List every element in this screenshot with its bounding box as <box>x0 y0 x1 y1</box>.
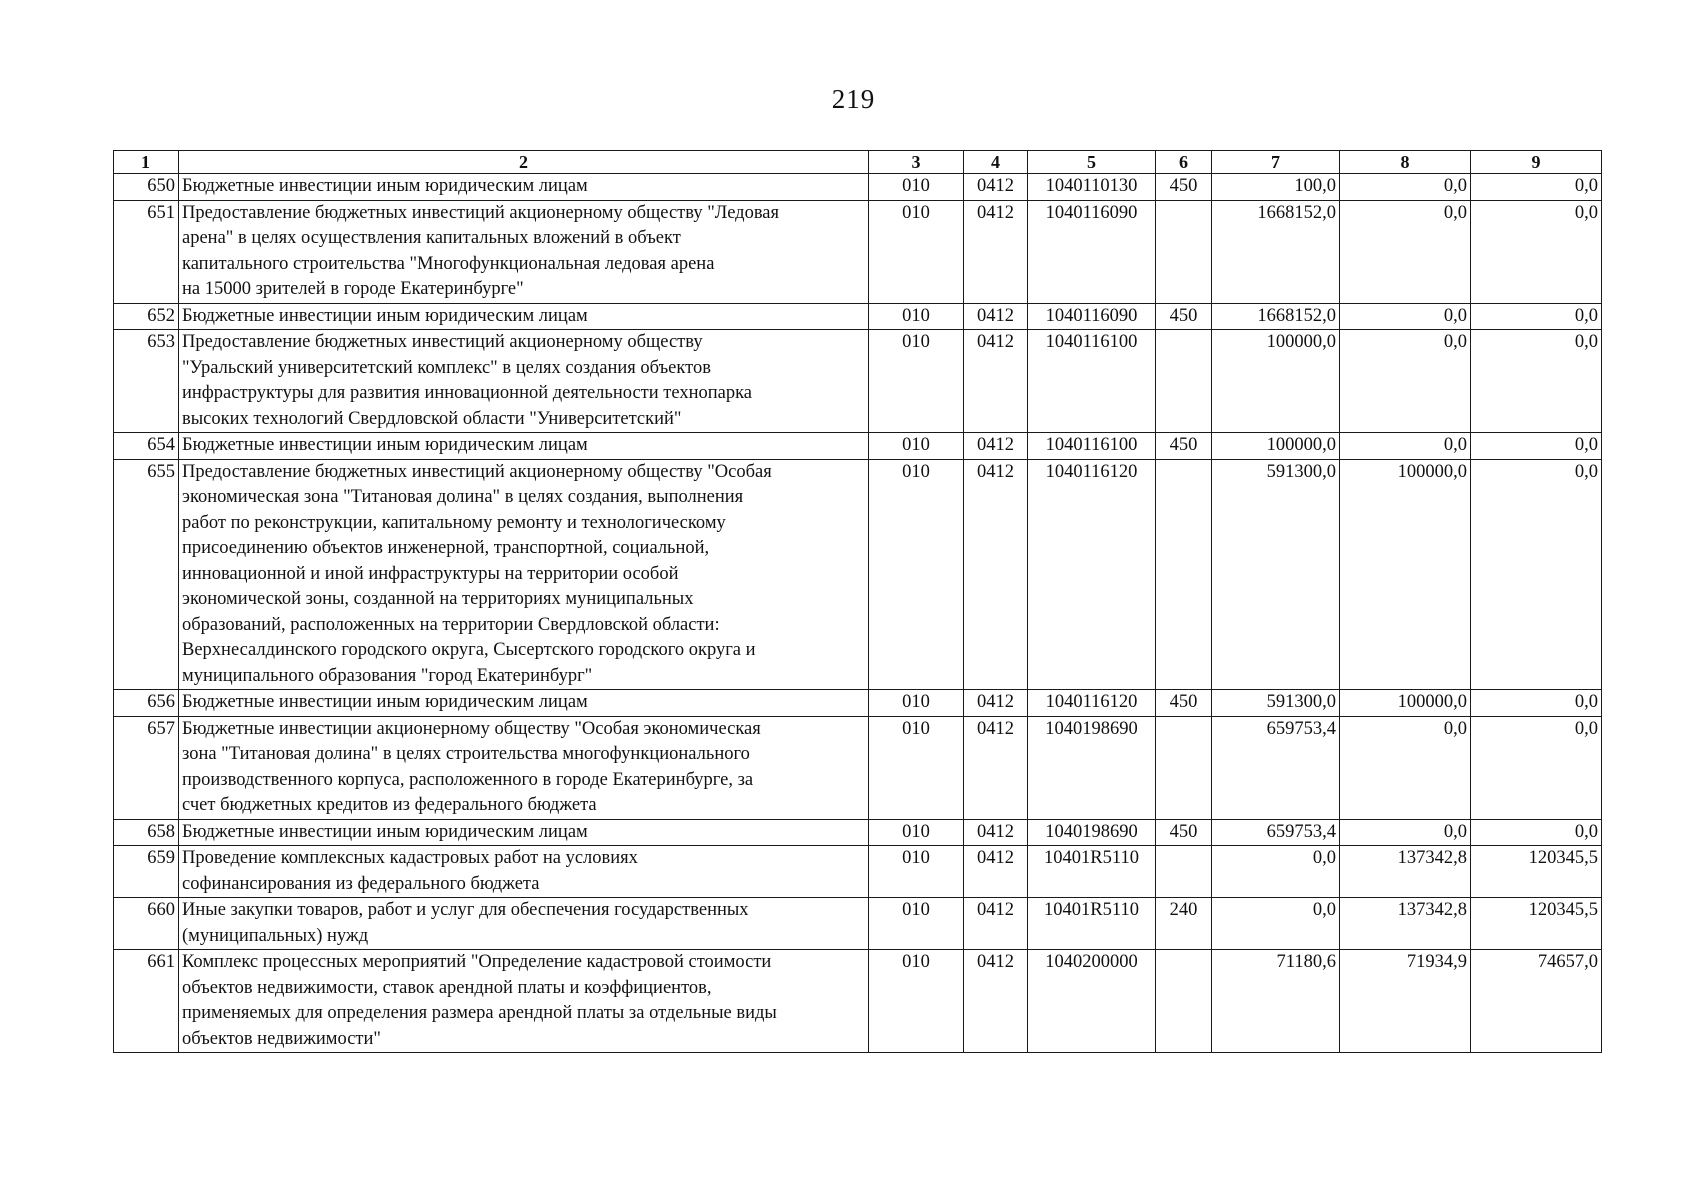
header-cell: 2 <box>179 151 869 174</box>
row-code-3: 010 <box>869 303 964 330</box>
row-number: 659 <box>114 846 179 898</box>
row-number: 651 <box>114 200 179 303</box>
row-description: Бюджетные инвестиции иным юридическим лицам <box>179 433 869 460</box>
row-number: 652 <box>114 303 179 330</box>
row-code-4: 0412 <box>964 174 1028 201</box>
row-number: 660 <box>114 898 179 950</box>
row-amount-8: 0,0 <box>1340 819 1471 846</box>
row-amount-7: 0,0 <box>1212 898 1340 950</box>
row-amount-7: 1668152,0 <box>1212 200 1340 303</box>
row-amount-8: 0,0 <box>1340 303 1471 330</box>
row-amount-8: 137342,8 <box>1340 898 1471 950</box>
row-code-5: 10401R5110 <box>1028 898 1156 950</box>
row-amount-8: 71934,9 <box>1340 950 1471 1053</box>
table-row <box>114 174 1602 201</box>
row-code-5: 1040116090 <box>1028 303 1156 330</box>
row-amount-9: 0,0 <box>1471 174 1602 201</box>
row-number: 656 <box>114 690 179 717</box>
row-amount-8: 0,0 <box>1340 200 1471 303</box>
row-code-6: 450 <box>1156 819 1212 846</box>
row-code-6 <box>1156 459 1212 690</box>
row-code-5: 1040198690 <box>1028 716 1156 819</box>
row-amount-8: 0,0 <box>1340 330 1471 433</box>
row-code-4: 0412 <box>964 459 1028 690</box>
row-amount-7: 100000,0 <box>1212 433 1340 460</box>
row-description: Бюджетные инвестиции иным юридическим лицам <box>179 819 869 846</box>
header-cell: 7 <box>1212 151 1340 174</box>
row-code-3: 010 <box>869 819 964 846</box>
row-code-4: 0412 <box>964 433 1028 460</box>
table-row <box>114 200 1602 303</box>
table-row <box>114 303 1602 330</box>
row-description: Комплекс процессных мероприятий "Определение кадастровой стоимости объектов недвижимости, ставок арендной платы и коэффициентов, применяемых для определения размера арендной платы за отдельные виды объектов недвижимости" <box>179 950 869 1053</box>
row-code-4: 0412 <box>964 200 1028 303</box>
table-row <box>114 898 1602 950</box>
row-code-5: 1040116090 <box>1028 200 1156 303</box>
table-row <box>114 690 1602 717</box>
row-code-3: 010 <box>869 433 964 460</box>
row-number: 654 <box>114 433 179 460</box>
row-amount-8: 100000,0 <box>1340 690 1471 717</box>
row-code-4: 0412 <box>964 898 1028 950</box>
row-code-6: 450 <box>1156 303 1212 330</box>
table-row <box>114 459 1602 690</box>
row-code-3: 010 <box>869 200 964 303</box>
row-code-6: 450 <box>1156 690 1212 717</box>
row-amount-8: 0,0 <box>1340 716 1471 819</box>
table-row <box>114 330 1602 433</box>
table-row <box>114 950 1602 1053</box>
row-code-3: 010 <box>869 459 964 690</box>
header-cell: 5 <box>1028 151 1156 174</box>
row-code-6: 450 <box>1156 174 1212 201</box>
row-amount-9: 0,0 <box>1471 433 1602 460</box>
row-amount-9: 74657,0 <box>1471 950 1602 1053</box>
header-cell: 9 <box>1471 151 1602 174</box>
row-amount-7: 100000,0 <box>1212 330 1340 433</box>
row-amount-7: 591300,0 <box>1212 690 1340 717</box>
row-amount-9: 0,0 <box>1471 690 1602 717</box>
row-amount-7: 100,0 <box>1212 174 1340 201</box>
row-amount-7: 591300,0 <box>1212 459 1340 690</box>
row-code-4: 0412 <box>964 846 1028 898</box>
row-description: Предоставление бюджетных инвестиций акционерному обществу "Уральский университетский комплекс" в целях создания объектов инфраструктуры для развития инновационной деятельности технопарка высоких технологий Свердловской области "Университетский" <box>179 330 869 433</box>
row-code-3: 010 <box>869 716 964 819</box>
row-code-3: 010 <box>869 846 964 898</box>
row-code-6 <box>1156 716 1212 819</box>
row-number: 650 <box>114 174 179 201</box>
row-code-5: 1040116100 <box>1028 330 1156 433</box>
row-number: 661 <box>114 950 179 1053</box>
row-number: 653 <box>114 330 179 433</box>
table-row <box>114 846 1602 898</box>
row-amount-7: 1668152,0 <box>1212 303 1340 330</box>
row-amount-8: 137342,8 <box>1340 846 1471 898</box>
row-description: Бюджетные инвестиции иным юридическим лицам <box>179 303 869 330</box>
row-code-4: 0412 <box>964 690 1028 717</box>
row-code-5: 1040198690 <box>1028 819 1156 846</box>
row-amount-7: 659753,4 <box>1212 819 1340 846</box>
row-amount-7: 71180,6 <box>1212 950 1340 1053</box>
budget-table <box>113 150 1602 1053</box>
page-number: 219 <box>831 84 876 114</box>
row-code-3: 010 <box>869 950 964 1053</box>
row-amount-8: 0,0 <box>1340 433 1471 460</box>
row-description: Предоставление бюджетных инвестиций акционерному обществу "Особая экономическая зона "Титановая долина" в целях создания, выполнения работ по реконструкции, капитальному ремонту и технологическому присоединению объектов инженерной, транспортной, социальной, инновационной и иной инфраструктуры на территории особой экономической зоны, созданной на территориях муниципальных образований, расположенных на территории Свердловской области: Верхнесалдинского городского округа, Сысертского городского округа и муниципального образования "город Екатеринбург" <box>179 459 869 690</box>
row-code-6: 450 <box>1156 433 1212 460</box>
row-amount-9: 0,0 <box>1471 303 1602 330</box>
header-cell: 3 <box>869 151 964 174</box>
row-number: 658 <box>114 819 179 846</box>
row-amount-8: 0,0 <box>1340 174 1471 201</box>
header-cell: 4 <box>964 151 1028 174</box>
row-code-6 <box>1156 846 1212 898</box>
row-amount-9: 0,0 <box>1471 459 1602 690</box>
table-row <box>114 433 1602 460</box>
row-description: Предоставление бюджетных инвестиций акционерному обществу "Ледовая арена" в целях осуществления капитальных вложений в объект капитального строительства "Многофункциональная ледовая арена на 15000 зрителей в городе Екатеринбурге" <box>179 200 869 303</box>
table-header-row <box>114 151 1602 174</box>
row-amount-9: 0,0 <box>1471 716 1602 819</box>
row-number: 655 <box>114 459 179 690</box>
row-amount-9: 120345,5 <box>1471 898 1602 950</box>
row-code-6 <box>1156 200 1212 303</box>
row-code-6 <box>1156 950 1212 1053</box>
row-code-6 <box>1156 330 1212 433</box>
header-cell: 6 <box>1156 151 1212 174</box>
row-code-3: 010 <box>869 174 964 201</box>
row-description: Иные закупки товаров, работ и услуг для обеспечения государственных (муниципальных) нужд <box>179 898 869 950</box>
row-amount-9: 0,0 <box>1471 200 1602 303</box>
header-cell: 1 <box>114 151 179 174</box>
row-code-6: 240 <box>1156 898 1212 950</box>
row-code-5: 1040116100 <box>1028 433 1156 460</box>
row-code-3: 010 <box>869 690 964 717</box>
row-description: Бюджетные инвестиции иным юридическим лицам <box>179 690 869 717</box>
header-cell: 8 <box>1340 151 1471 174</box>
row-description: Проведение комплексных кадастровых работ на условиях софинансирования из федерального бюджета <box>179 846 869 898</box>
row-amount-9: 0,0 <box>1471 330 1602 433</box>
row-description: Бюджетные инвестиции акционерному обществу "Особая экономическая зона "Титановая долина" в целях строительства многофункционального производственного корпуса, расположенного в городе Екатеринбурге, за счет бюджетных кредитов из федерального бюджета <box>179 716 869 819</box>
row-code-4: 0412 <box>964 303 1028 330</box>
table-row <box>114 819 1602 846</box>
row-code-3: 010 <box>869 330 964 433</box>
row-code-5: 1040116120 <box>1028 690 1156 717</box>
row-code-5: 1040116120 <box>1028 459 1156 690</box>
row-code-4: 0412 <box>964 716 1028 819</box>
row-code-4: 0412 <box>964 819 1028 846</box>
table-row <box>114 716 1602 819</box>
row-code-3: 010 <box>869 898 964 950</box>
row-code-4: 0412 <box>964 950 1028 1053</box>
row-amount-7: 659753,4 <box>1212 716 1340 819</box>
row-code-5: 1040200000 <box>1028 950 1156 1053</box>
row-code-4: 0412 <box>964 330 1028 433</box>
row-amount-9: 0,0 <box>1471 819 1602 846</box>
row-amount-8: 100000,0 <box>1340 459 1471 690</box>
row-description: Бюджетные инвестиции иным юридическим лицам <box>179 174 869 201</box>
row-code-5: 1040110130 <box>1028 174 1156 201</box>
row-code-5: 10401R5110 <box>1028 846 1156 898</box>
row-amount-9: 120345,5 <box>1471 846 1602 898</box>
row-number: 657 <box>114 716 179 819</box>
row-amount-7: 0,0 <box>1212 846 1340 898</box>
